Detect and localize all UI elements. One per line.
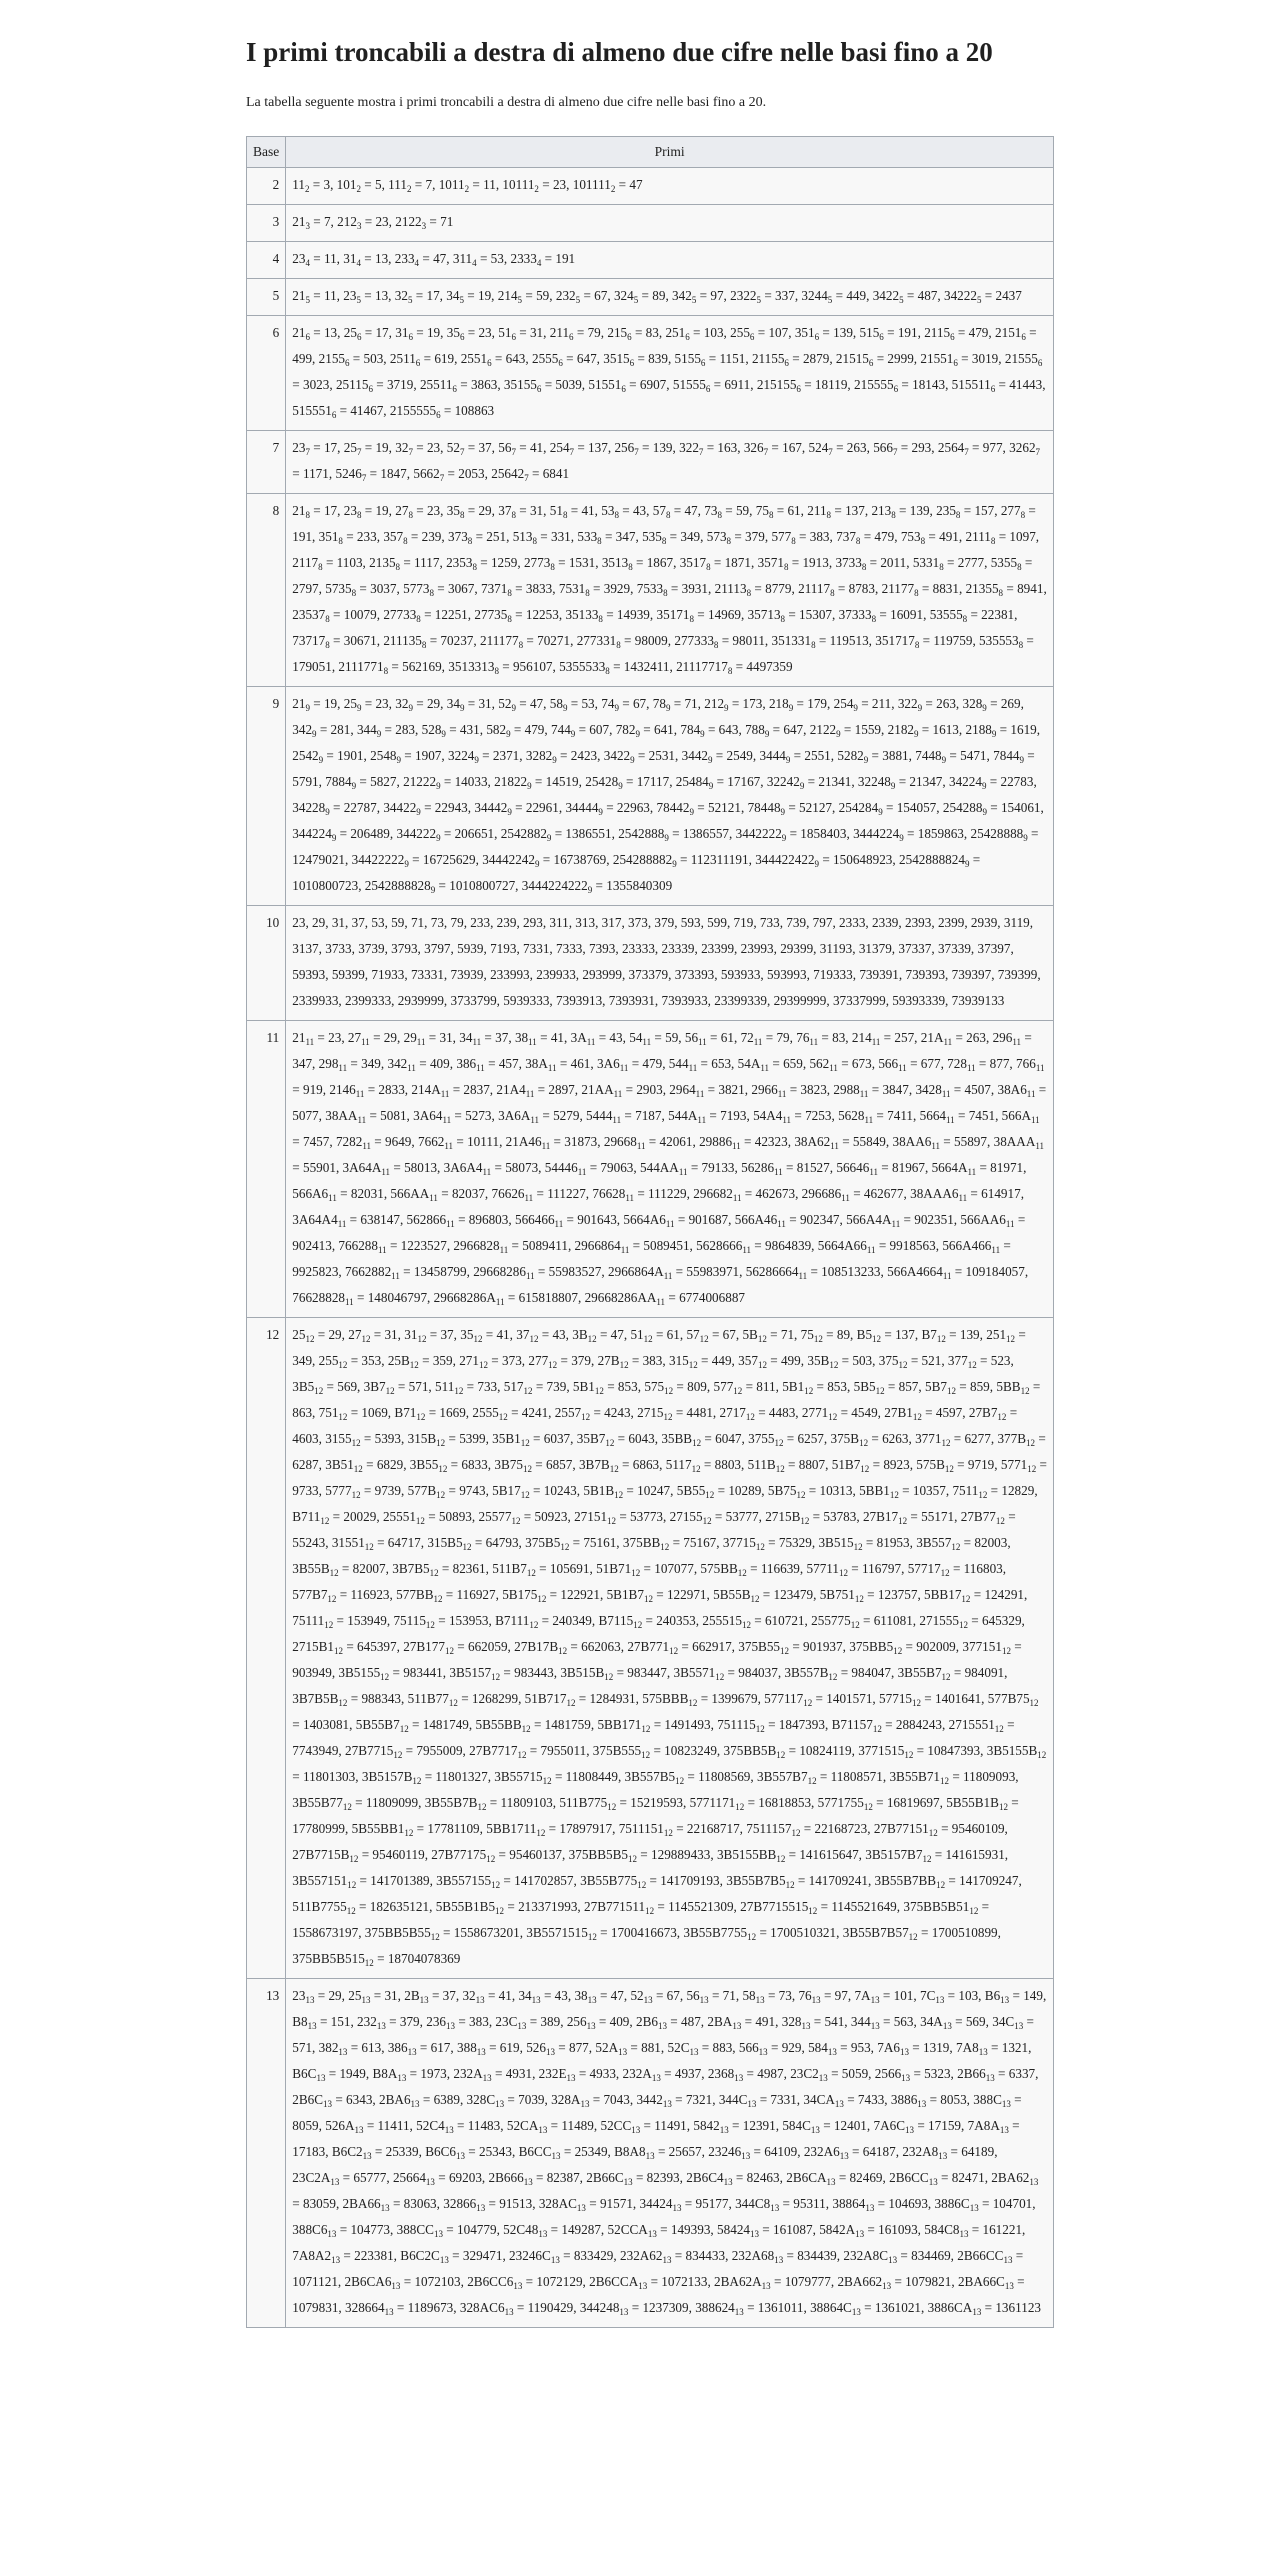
- primes-cell: $23_4 = 11$, $31_4 = 13$, $233_4 = 47$, $311_4 = 53$, $2333_4 = 191$: [286, 242, 1054, 279]
- base-cell: 11: [247, 1021, 286, 1318]
- base-cell: 4: [247, 242, 286, 279]
- base-cell: 8: [247, 494, 286, 687]
- primes-cell: $21_3 = 7$, $212_3 = 23$, $2122_3 = 71$: [286, 205, 1054, 242]
- table-row: [247, 168, 1054, 205]
- primes-cell: $21_8 = 17$, $23_8 = 19$, $27_8 = 23$, $35_8 = 29$, $37_8 = 31$, $51_8 = 41$, $53_8 = 43$, $57_8 = 47$, $73_8 = 59$, $75_8 = 61$, $211_8 = 137$, $213_8 = 139$, $235_8 = 157$, $277_8 = 191$, $351_8 = 233$, $357_8 = 239$, $373_8 = 251$, $513_8 = 331$, $533_8 = 347$, $535_8 = 349$, $573_8 = 379$, $577_8 = 383$, $737_8 = 479$, $753_8 = 491$, $2111_8 = 1097$, $2117_8 = 1103$, $2135_8 = 1117$, $2353_8 = 1259$, $2773_8 = 1531$, $3513_8 = 1867$, $3517_8 = 1871$, $3571_8 = 1913$, $3733_8 = 2011$, $5331_8 = 2777$, $5355_8 = 2797$, $5735_8 = 3037$, $5773_8 = 3067$, $7371_8 = 3833$, $7531_8 = 3929$, $7533_8 = 3931$, $21113_8 = 8779$, $21117_8 = 8783$, $21177_8 = 8831$, $21355_8 = 8941$, $23537_8 = 10079$, $27733_8 = 12251$, $27735_8 = 12253$, $35133_8 = 14939$, $35171_8 = 14969$, $35713_8 = 15307$, $37333_8 = 16091$, $53555_8 = 22381$, $73717_8 = 30671$, $211135_8 = 70237$, $211177_8 = 70271$, $277331_8 = 98009$, $277333_8 = 98011$, $351331_8 = 119513$, $351717_8 = 119759$, $535553_8 = 179051$, $2111771_8 = 562169$, $3513313_8 = 956107$, $5355533_8 = 1432411$, $21117717_8 = 4497359$: [286, 494, 1054, 687]
- table-row: [247, 316, 1054, 431]
- primes-cell: $21_5 = 11$, $23_5 = 13$, $32_5 = 17$, $34_5 = 19$, $214_5 = 59$, $232_5 = 67$, $324_5 = 89$, $342_5 = 97$, $2322_5 = 337$, $3244_5 = 449$, $3422_5 = 487$, $34222_5 = 2437$: [286, 279, 1054, 316]
- primes-cell: $21_9 = 19$, $25_9 = 23$, $32_9 = 29$, $34_9 = 31$, $52_9 = 47$, $58_9 = 53$, $74_9 = 67$, $78_9 = 71$, $212_9 = 173$, $218_9 = 179$, $254_9 = 211$, $322_9 = 263$, $328_9 = 269$, $342_9 = 281$, $344_9 = 283$, $528_9 = 431$, $582_9 = 479$, $744_9 = 607$, $782_9 = 641$, $784_9 = 643$, $788_9 = 647$, $2122_9 = 1559$, $2182_9 = 1613$, $2188_9 = 1619$, $2542_9 = 1901$, $2548_9 = 1907$, $3224_9 = 2371$, $3282_9 = 2423$, $3422_9 = 2531$, $3442_9 = 2549$, $3444_9 = 2551$, $5282_9 = 3881$, $7448_9 = 5471$, $7844_9 = 5791$, $7884_9 = 5827$, $21222_9 = 14033$, $21822_9 = 14519$, $25428_9 = 17117$, $25484_9 = 17167$, $32242_9 = 21341$, $32248_9 = 21347$, $34224_9 = 22783$, $34228_9 = 22787$, $34422_9 = 22943$, $34442_9 = 22961$, $34444_9 = 22963$, $78442_9 = 52121$, $78448_9 = 52127$, $254284_9 = 154057$, $254288_9 = 154061$, $344224_9 = 206489$, $344222_9 = 206651$, $2542882_9 = 1386551$, $2542888_9 = 1386557$, $3442222_9 = 1858403$, $3444224_9 = 1859863$, $25428888_9 = 12479021$, $34422222_9 = 16725629$, $34442242_9 = 16738769$, $254288882_9 = 112311191$, $344422422_9 = 150648923$, $2542888824_9 = 1010800723$, $2542888828_9 = 1010800727$, $3444224222_9 = 1355840309$: [286, 687, 1054, 906]
- base-cell: 9: [247, 687, 286, 906]
- table-row: [247, 1318, 1054, 1979]
- table-row: [247, 205, 1054, 242]
- table-body: [247, 168, 1054, 2328]
- table-row: [247, 494, 1054, 687]
- primes-cell: 2512 = 29, 2712 = 31, 3112 = 37, 3512 = 41, 3712 = 43, 3B12 = 47, 5112 = 61, 5712 = 67, 5B12 = 71, 7512 = 89, B512 = 137, B712 = 139, 25112 = 349, 25512 = 353, 25B12 = 359, 27112 = 373, 27712 = 379, 27B12 = 383, 31512 = 449, 35712 = 499, 35B12 = 503, 37512 = 521, 37712 = 523, 3B512 = 569, 3B712 = 571, 51112 = 733, 51712 = 739, 5B112 = 853, 57512 = 809, 57712 = 811, 5B112 = 853, 5B512 = 857, 5B712 = 859, 5BB12 = 863, 75112 = 1069, B7112 = 1669, 255512 = 4241, 255712 = 4243, 271512 = 4481, 271712 = 4483, 277112 = 4549, 27B112 = 4597, 27B712 = 4603, 315512 = 5393, 315B12 = 5399, 35B112 = 6037, 35B712 = 6043, 35BB12 = 6047, 375512 = 6257, 375B12 = 6263, 377112 = 6277, 377B12 = 6287, 3B5112 = 6829, 3B5512 = 6833, 3B7512 = 6857, 3B7B12 = 6863, 511712 = 8803, 511B12 = 8807, 51B712 = 8923, 575B12 = 9719, 577112 = 9733, 577712 = 9739, 577B12 = 9743, 5B1712 = 10243, 5B1B12 = 10247, 5B5512 = 10289, 5B7512 = 10313, 5BB112 = 10357, 751112 = 12829, B71112 = 20029, 2555112 = 50893, 2557712 = 50923, 2715112 = 53773, 2715512 = 53777, 2715B12 = 53783, 27B1712 = 55171, 27B7712 = 55243, 3155112 = 64717, 315B512 = 64793, 375B512 = 75161, 375BB12 = 75167, 3771512 = 75329, 3B51512 = 81953, 3B55712 = 82003, 3B55B12 = 82007, 3B7B512 = 82361, 511B712 = 105691, 51B7112 = 107077, 575BB12 = 116639, 5771112 = 116797, 5771712 = 116803, 577B712 = 116923, 577BB12 = 116927, 5B17512 = 122921, 5B1B712 = 122971, 5B55B12 = 123479, 5B75112 = 123757, 5BB1712 = 124291, 7511112 = 153949, 7511512 = 153953, B711112 = 240349, B711512 = 240353, 25551512 = 610721, 25577512 = 611081, 27155512 = 645329, 2715B112 = 645397, 27B17712 = 662059, 27B17B12 = 662063, 27B77112 = 662917, 375B5512 = 901937, 375BB512 = 902009, 37715112 = 903949, 3B515512 = 983441, 3B515712 = 983443, 3B515B12 = 983447, 3B557112 = 984037, 3B557B12 = 984047, 3B55B712 = 984091, 3B7B5B12 = 988343, 511B7712 = 1268299, 51B71712 = 1284931, 575BBB12 = 1399679, 57711712 = 1401571, 5771512 = 1401641, 577B7512 = 1403081, 5B55B712 = 1481749, 5B55BB12 = 1481759, 5BB17112 = 1491493, 75111512 = 1847393, B7115712 = 2884243, 271555112 = 7743949, 27B771512 = 7955009, 27B771712 = 7955011, 375B55512 = 10823249, 375BB5B12 = 10824119, 377151512 = 10847393, 3B5155B12 = 11801303, 3B5157B12 = 11801327, 3B5571512 = 11808449, 3B557B512 = 11808569, 3B557B712 = 11808571, 3B55B7112 = 11809093, 3B55B7712 = 11809099, 3B55B7B12 = 11809103, 511B77512 = 15219593, 577117112 = 16818853, 577175512 = 16819697, 5B55B1B12 = 17780999, 5B55BB112 = 17781109, 5BB171112 = 17897917, 751115112 = 22168717, 751115712 = 22168723, 27B7715112 = 95460109, 27B7715B12 = 95460119, 27B7717512 = 95460137, 375BB5B512 = 129889433, 3B5155BB12 = 141615647, 3B5157B712 = 141615931, 3B55715112 = 141701389, 3B55715512 = 141702857, 3B55B77512 = 141709193, 3B55B7B512 = 141709241, 3B55B7BB12 = 141709247, 511B775512 = 182635121, 5B55B1B512 = 213371993, 27B77151112 = 1145521309, 27B771551512 = 1145521649, 375BB5B5112 = 1558673197, 375BB5B5512 = 1558673201, 3B557151512 = 1700416673, 3B55B775512 = 1700510321, 3B55B7B5712 = 1700510899, 375BB5B51512 = 18704078369: [286, 1318, 1054, 1979]
- intro-paragraph: La tabella seguente mostra i primi troncabili a destra di almeno due cifre nelle basi fino a 20.: [246, 95, 767, 110]
- base-cell: 10: [247, 906, 286, 1021]
- page-title: I primi troncabili a destra di almeno due cifre nelle basi fino a 20: [246, 37, 993, 67]
- primes-cell: $11_2 = 3$, $101_2 = 5$, $111_2 = 7$, $1011_2 = 11$, $10111_2 = 23$, $101111_2 = 47$: [286, 168, 1054, 205]
- table-header-row: [247, 137, 1054, 168]
- table-row: [247, 431, 1054, 494]
- table-row: [247, 1979, 1054, 2328]
- base-cell: 13: [247, 1979, 286, 2328]
- article: [246, 0, 1056, 2328]
- table-row: [247, 1021, 1054, 1318]
- base-cell: 3: [247, 205, 286, 242]
- base-cell: 2: [247, 168, 286, 205]
- table-row: [247, 906, 1054, 1021]
- base-cell: 7: [247, 431, 286, 494]
- header-primes: Primi: [286, 137, 1054, 168]
- primes-table: [246, 136, 1054, 2328]
- table-row: [247, 242, 1054, 279]
- base-cell: 5: [247, 279, 286, 316]
- primes-cell: $23_7 = 17$, $25_7 = 19$, $32_7 = 23$, $52_7 = 37$, $56_7 = 41$, $254_7 = 137$, $256_7 = 139$, $322_7 = 163$, $326_7 = 167$, $524_7 = 263$, $566_7 = 293$, $2564_7 = 977$, $3262_7 = 1171$, $5246_7 = 1847$, $5662_7 = 2053$, $25642_7 = 6841$: [286, 431, 1054, 494]
- primes-cell: $21_6 = 13$, $25_6 = 17$, $31_6 = 19$, $35_6 = 23$, $51_6 = 31$, $211_6 = 79$, $215_6 = 83$, $251_6 = 103$, $255_6 = 107$, $351_6 = 139$, $515_6 = 191$, $2115_6 = 479$, $2151_6 = 499$, $2155_6 = 503$, $2511_6 = 619$, $2551_6 = 643$, $2555_6 = 647$, $3515_6 = 839$, $5155_6 = 1151$, $21155_6 = 2879$, $21515_6 = 2999$, $21551_6 = 3019$, $21555_6 = 3023$, $25115_6 = 3719$, $25511_6 = 3863$, $35155_6 = 5039$, $51551_6 = 6907$, $51555_6 = 6911$, $215155_6 = 18119$, $215555_6 = 18143$, $515511_6 = 41443$, $515551_6 = 41467$, $2155555_6 = 108863$: [286, 316, 1054, 431]
- base-cell: 12: [247, 1318, 286, 1979]
- table-row: [247, 279, 1054, 316]
- primes-cell: 23, 29, 31, 37, 53, 59, 71, 73, 79, 233, 239, 293, 311, 313, 317, 373, 379, 593, 599, 719, 733, 739, 797, 2333, 2339, 2393, 2399, 2939, 3119, 3137, 3733, 3739, 3793, 3797, 5939, 7193, 7331, 7333, 7393, 23333, 23339, 23399, 23993, 29399, 31193, 31379, 37337, 37339, 37397, 59393, 59399, 71933, 73331, 73939, 233993, 239933, 293999, 373379, 373393, 593933, 593993, 719333, 739391, 739393, 739397, 739399, 2339933, 2399333, 2939999, 3733799, 5939333, 7393913, 7393931, 7393933, 23399339, 29399999, 37337999, 59393339, 73939133: [286, 906, 1054, 1021]
- primes-cell: $21_{11} = 23$, $27_{11} = 29$, $29_{11} = 31$, $34_{11} = 37$, $38_{11} = 41$, $3A_{11} = 43$, $54_{11} = 59$, $56_{11} = 61$, $72_{11} = 79$, $76_{11} = 83$, $214_{11} = 257$, $21A_{11} = 263$, $296_{11} = 347$, $298_{11} = 349$, $342_{11} = 409$, $386_{11} = 457$, $38A_{11} = 461$, $3A6_{11} = 479$, $544_{11} = 653$, $54A_{11} = 659$, $562_{11} = 673$, $566_{11} = 677$, $728_{11} = 877$, $766_{11} = 919$, $2146_{11} = 2833$, $214A_{11} = 2837$, $21A4_{11} = 2897$, $21AA_{11} = 2903$, $2964_{11} = 3821$, $2966_{11} = 3823$, $2988_{11} = 3847$, $3428_{11} = 4507$, $38A6_{11} = 5077$, $38AA_{11} = 5081$, $3A64_{11} = 5273$, $3A6A_{11} = 5279$, $5444_{11} = 7187$, $544A_{11} = 7193$, $54A4_{11} = 7253$, $5628_{11} = 7411$, $5664_{11} = 7451$, $566A_{11} = 7457$, $7282_{11} = 9649$, $7662_{11} = 10111$, $21A46_{11} = 31873$, $29668_{11} = 42061$, $29886_{11} = 42323$, $38A62_{11} = 55849$, $38AA6_{11} = 55897$, $38AAA_{11} = 55901$, $3A64A_{11} = 58013$, $3A6A4_{11} = 58073$, $54446_{11} = 79063$, $544AA_{11} = 79133$, $56286_{11} = 81527$, $56646_{11} = 81967$, $5664A_{11} = 81971$, $566A6_{11} = 82031$, $566AA_{11} = 82037$, $76626_{11} = 111227$, $76628_{11} = 111229$, $296682_{11} = 462673$, $296686_{11} = 462677$, $38AAA6_{11} = 614917$, $3A64A4_{11} = 638147$, $562866_{11} = 896803$, $566466_{11} = 901643$, $5664A6_{11} = 901687$, $566A46_{11} = 902347$, $566A4A_{11} = 902351$, $566AA6_{11} = 902413$, $766288_{11} = 1223527$, $2966828_{11} = 5089411$, $2966864_{11} = 5089451$, $5628666_{11} = 9864839$, $5664A66_{11} = 9918563$, $566A466_{11} = 9925823$, $7662882_{11} = 13458799$, $29668286_{11} = 55983527$, $2966864A_{11} = 55983971$, $56286664_{11} = 108513233$, $566A4664_{11} = 109184057$, $76628828_{11} = 148046797$, $29668286A_{11} = 615818807$, $29668286AA_{11} = 6774006887$: [286, 1021, 1054, 1318]
- header-base: Base: [247, 137, 286, 168]
- base-cell: 6: [247, 316, 286, 431]
- primes-cell: 2313 = 29, 2513 = 31, 2B13 = 37, 3213 = 41, 3413 = 43, 3813 = 47, 5213 = 67, 5613 = 71, 5813 = 73, 7613 = 97, 7A13 = 101, 7C13 = 103, B613 = 149, B813 = 151, 23213 = 379, 23613 = 383, 23C13 = 389, 25613 = 409, 2B613 = 487, 2BA13 = 491, 32813 = 541, 34413 = 563, 34A13 = 569, 34C13 = 571, 38213 = 613, 38613 = 617, 38813 = 619, 52613 = 877, 52A13 = 881, 52C13 = 883, 56613 = 929, 58413 = 953, 7A613 = 1319, 7A813 = 1321, B6C13 = 1949, B8A13 = 1973, 232A13 = 4931, 232E13 = 4933, 232A13 = 4937, 236813 = 4987, 23C213 = 5059, 256613 = 5323, 2B6613 = 6337, 2B6C13 = 6343, 2BA613 = 6389, 328C13 = 7039, 328A13 = 7043, 344213 = 7321, 344C13 = 7331, 34CA13 = 7433, 388613 = 8053, 388C13 = 8059, 526A13 = 11411, 52C413 = 11483, 52CA13 = 11489, 52CC13 = 11491, 584213 = 12391, 584C13 = 12401, 7A6C13 = 17159, 7A8A13 = 17183, B6C213 = 25339, B6C613 = 25343, B6CC13 = 25349, B8A813 = 25657, 2324613 = 64109, 232A613 = 64187, 232A813 = 64189, 23C2A13 = 65777, 2566413 = 69203, 2B66613 = 82387, 2B66C13 = 82393, 2B6C413 = 82463, 2B6CA13 = 82469, 2B6CC13 = 82471, 2BA6213 = 83059, 2BA6613 = 83063, 3286613 = 91513, 328AC13 = 91571, 3442413 = 95177, 344C813 = 95311, 3886413 = 104693, 3886C13 = 104701, 388C613 = 104773, 388CC13 = 104779, 52C4813 = 149287, 52CCA13 = 149393, 5842413 = 161087, 5842A13 = 161093, 584C813 = 161221, 7A8A213 = 223381, B6C2C13 = 329471, 23246C13 = 833429, 232A6213 = 834433, 232A6813 = 834439, 232A8C13 = 834469, 2B66CC13 = 1071121, 2B6CA613 = 1072103, 2B6CC613 = 1072129, 2B6CCA13 = 1072133, 2BA62A13 = 1079777, 2BA66213 = 1079821, 2BA66C13 = 1079831, 32866413 = 1189673, 328AC613 = 1190429, 34424813 = 1237309, 38862413 = 1361011, 38864C13 = 1361021, 3886CA13 = 1361123: [286, 1979, 1054, 2328]
- table-row: [247, 687, 1054, 906]
